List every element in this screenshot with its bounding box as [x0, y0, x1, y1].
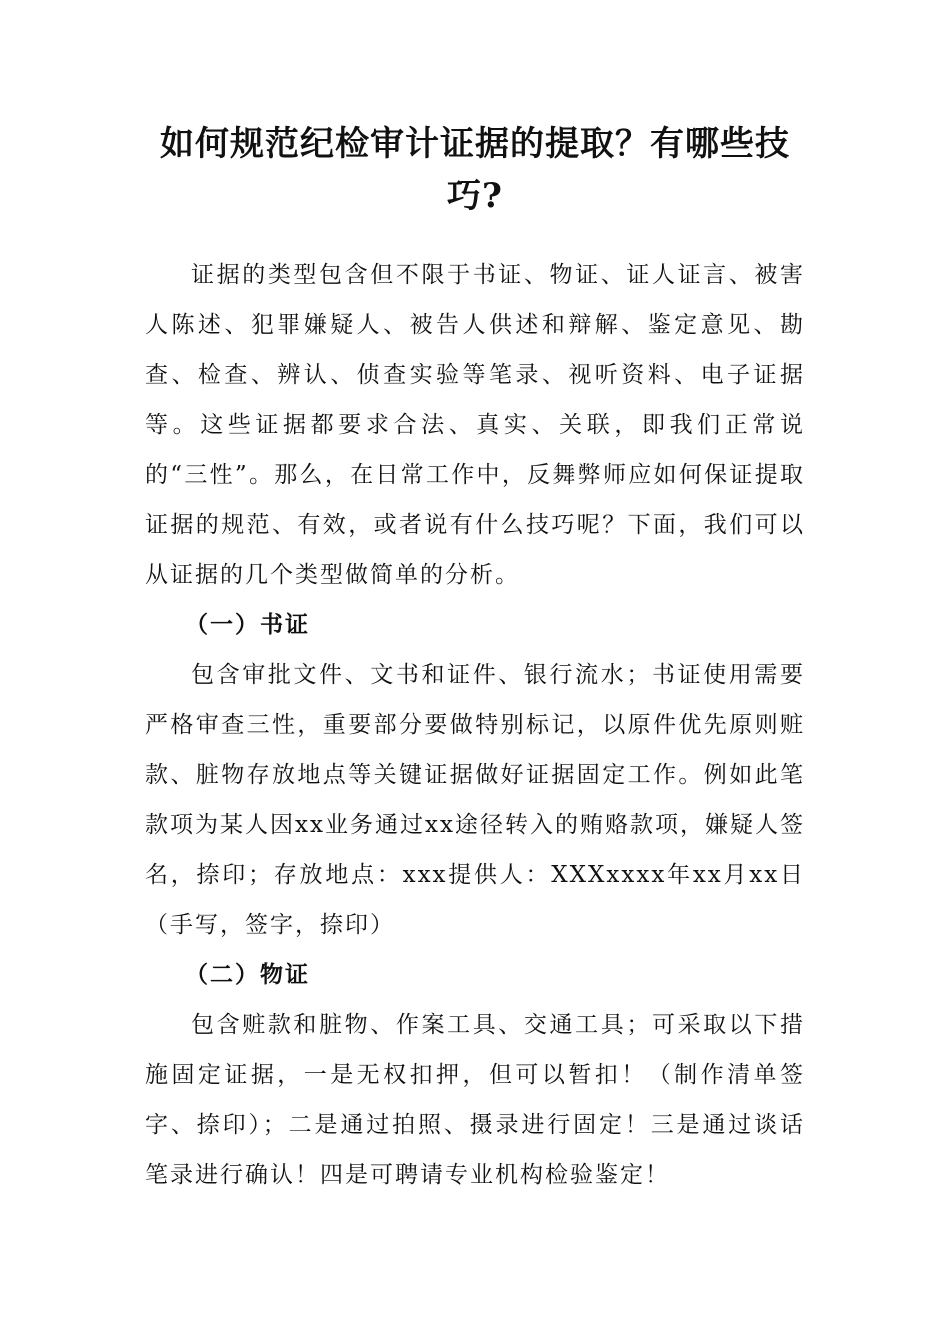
section-physical-evidence	[145, 950, 805, 1200]
section-documentary-evidence	[145, 600, 805, 950]
section-paragraph: 包含赃款和脏物、作案工具、交通工具；可采取以下措施固定证据，一是无权扣押，但可以暂扣！（制作清单签字、捺印）；二是通过拍照、摄录进行固定！三是通过谈话笔录进行确认！四是可聘请专业机构检验鉴定！	[145, 1012, 805, 1188]
section-paragraph: 包含审批文件、文书和证件、银行流水；书证使用需要严格审查三性，重要部分要做特别标记，以原件优先原则赃款、脏物存放地点等关键证据做好证据固定工作。例如此笔款项为某人因xx业务通过xx途径转入的贿赂款项，嫌疑人签名，捺印；存放地点：xxx提供人：XXXxxxx年xx月xx日（手写，签字，捺印）	[145, 662, 805, 938]
section-heading: （二）物证	[185, 962, 310, 988]
document-body	[145, 250, 805, 1200]
document-title: 如何规范纪检审计证据的提取？有哪些技巧?	[160, 124, 790, 216]
section-heading: （一）书证	[185, 612, 310, 638]
intro-paragraph: 证据的类型包含但不限于书证、物证、证人证言、被害人陈述、犯罪嫌疑人、被告人供述和辩解、鉴定意见、勘查、检查、辨认、侦查实验等笔录、视听资料、电子证据等。这些证据都要求合法、真实、关联，即我们正常说的“三性”。那么，在日常工作中，反舞弊师应如何保证提取证据的规范、有效，或者说有什么技巧呢？下面，我们可以从证据的几个类型做简单的分析。	[145, 262, 805, 588]
